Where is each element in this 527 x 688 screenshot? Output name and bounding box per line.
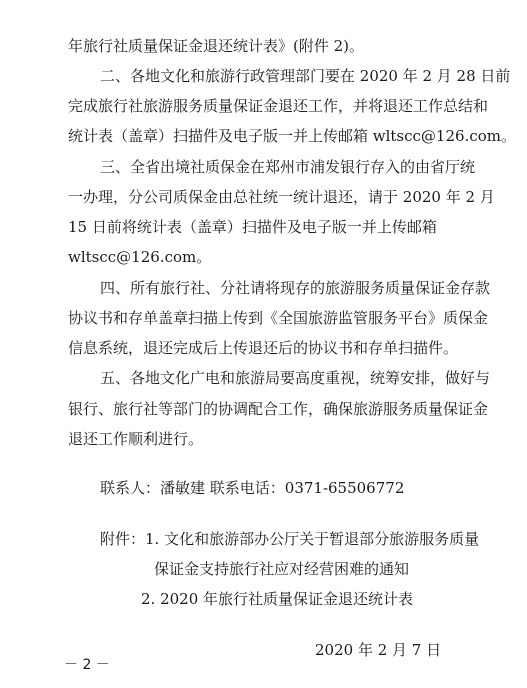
text-line-3: 完成旅行社旅游服务质量保证金退还工作，并将退还工作总结和 bbox=[68, 97, 489, 115]
attachment-line-3: 2. 2020 年旅行社质量保证金退还统计表 bbox=[141, 590, 414, 608]
text-line-14: 退还工作顺利进行。 bbox=[68, 430, 204, 448]
text-line-1: 年旅行社质量保证金退还统计表》(附件 2)。 bbox=[68, 37, 365, 55]
text-line-2: 二、各地文化和旅游行政管理部门要在 2020 年 2 月 28 日前 bbox=[100, 67, 511, 85]
text-line-10: 协议书和存单盖章扫描上传到《全国旅游监管服务平台》质保金 bbox=[68, 309, 489, 327]
text-line-11: 信息系统，退还完成后上传退还后的协议书和存单扫描件。 bbox=[68, 339, 459, 357]
attachment-line-1: 附件：1. 文化和旅游部办公厅关于暂退部分旅游服务质量 bbox=[100, 530, 480, 548]
text-line-7: 15 日前将统计表（盖章）扫描件及电子版一并上传邮箱 bbox=[68, 218, 437, 236]
text-line-4: 统计表（盖章）扫描件及电子版一并上传邮箱 wltscc@126.com。 bbox=[68, 127, 516, 145]
text-line-5: 三、全省出境社质保金在郑州市浦发银行存入的由省厅统 bbox=[100, 158, 476, 176]
text-line-8: wltscc@126.com。 bbox=[68, 248, 212, 266]
attachment-line-2: 保证金支持旅行社应对经营困难的通知 bbox=[154, 560, 410, 578]
text-line-6: 一办理，分公司质保金由总社统一统计退还，请于 2020 年 2 月 bbox=[68, 188, 495, 206]
text-line-12: 五、各地文化广电和旅游局要高度重视，统筹安排，做好与 bbox=[100, 369, 491, 387]
text-line-9: 四、所有旅行社、分社请将现存的旅游服务质量保证金存款 bbox=[100, 279, 491, 297]
page-number: － 2 － bbox=[64, 657, 110, 673]
text-line-13: 银行、旅行社等部门的协调配合工作，确保旅游服务质量保证金 bbox=[68, 400, 489, 418]
document-date: 2020 年 2 月 7 日 bbox=[315, 641, 442, 659]
contact-line: 联系人：潘敏建 联系电话：0371-65506772 bbox=[100, 479, 405, 497]
